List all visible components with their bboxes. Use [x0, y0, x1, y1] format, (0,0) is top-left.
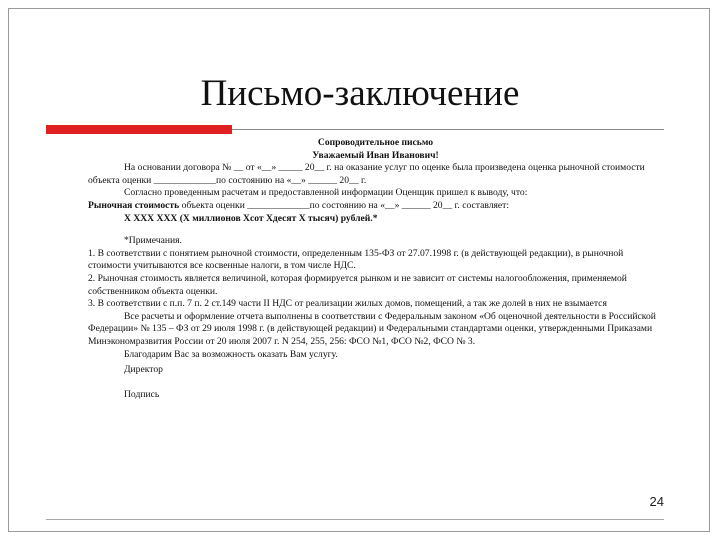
footer-rule	[46, 519, 664, 520]
note-3: 3. В соответствии с п.п. 7 п. 2 ст.149 части II НДС от реализации жилых домов, помещений, а так же долей в них не взымается	[88, 298, 607, 310]
paragraph-standards: Все расчеты и оформление отчета выполнены в соответствии с Федеральным законом «Об оценочной деятельности в Российской Федерации» № 135 – ФЗ от 29 июля 1998 г. (в действующей редакции) и Федеральными стандартами оценки, утвержденными Приказами Минэкономразвития России от 20 июля 2007 г. N 254, 255, 256: ФСО №1, ФСО №2, ФСО № 3.	[88, 310, 656, 347]
thanks-line: Благодарим Вас за возможность оказать Вам услугу.	[124, 348, 338, 360]
market-value-text: объекта оценки _____________по состоянию на «__» ______ 20__ г. составляет:	[179, 199, 510, 211]
letter-salutation: Уважаемый Иван Иванович!	[312, 149, 439, 161]
title-accent-bar	[46, 125, 232, 134]
market-value-label: Рыночная стоимость	[88, 199, 180, 211]
notes-title: *Примечания.	[124, 235, 182, 247]
note-1: 1. В соответствии с понятием рыночной стоимости, определенным 135-ФЗ от 27.07.1998 г. (в действующей редакции), в рыночной стоимости учитываются все косвенные налоги, в том числе НДС.	[88, 247, 624, 272]
paragraph-conclusion: Согласно проведенным расчетам и предоставленной информации Оценщик пришел к выводу, что:	[124, 187, 528, 199]
page-number: 24	[649, 494, 664, 509]
title-underline	[232, 129, 664, 130]
letter-heading: Сопроводительное письмо	[317, 137, 434, 148]
paragraph-market-value	[88, 200, 663, 213]
paragraph-contract: На основании договора № __ от «__» _____ 20__ г. на оказание услуг по оценке была произведена оценка рыночной стоимости объекта оценки _____________по состоянию на «__» ______ 20__ г.	[88, 162, 645, 186]
market-value-amount: Х ХХХ ХХХ (Х миллионов Хсот Хдесят Х тысяч) рублей.*	[124, 212, 378, 224]
letter-body	[88, 137, 663, 401]
slide-title: Письмо-заключение	[200, 73, 520, 114]
note-2: 2. Рыночная стоимость является величиной, которая формируется рынком и не зависит от системы налогообложения, применяемой собственником объекта оценки.	[88, 272, 627, 297]
signature-label: Подпись	[124, 388, 160, 400]
signatory-position: Директор	[124, 364, 163, 376]
